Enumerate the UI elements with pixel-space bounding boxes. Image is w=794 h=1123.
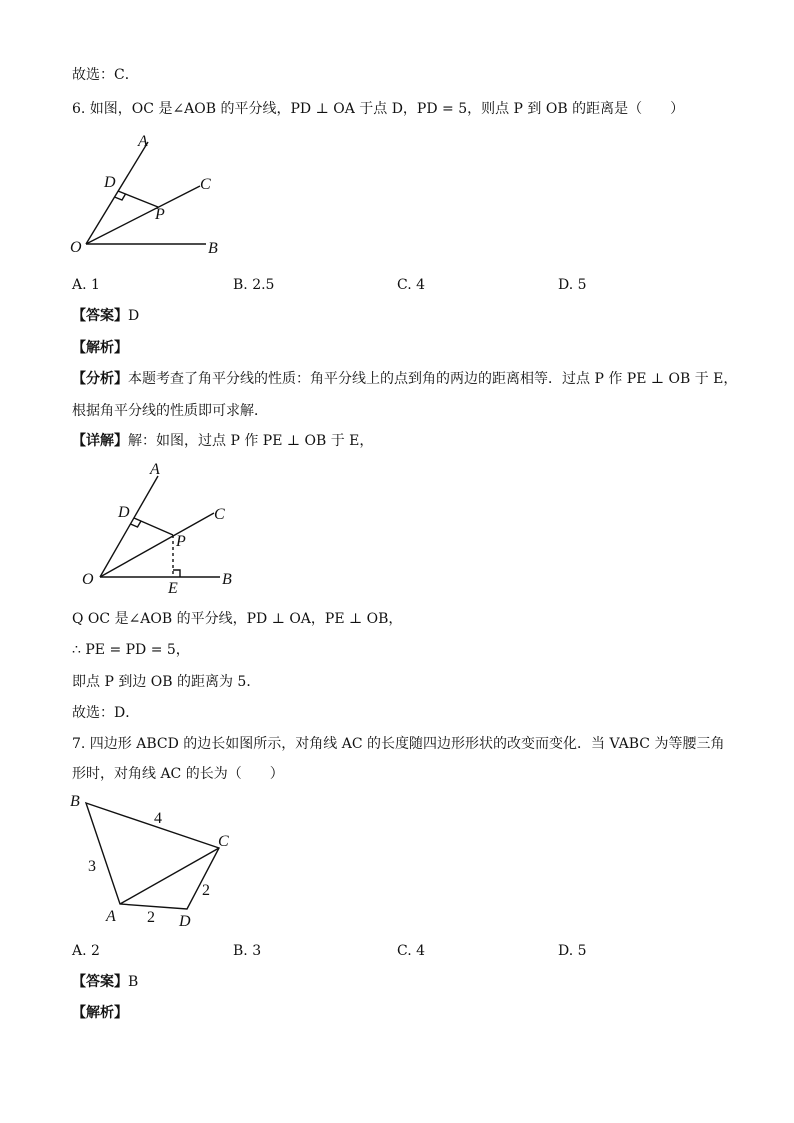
- question-7-stem-2: 形时，对角线 AC 的长为（ ）: [72, 766, 284, 782]
- label-B: B: [222, 571, 232, 588]
- label-B: B: [208, 240, 218, 257]
- solution-step-4: 故选：D．: [72, 705, 140, 721]
- answer-value: D: [128, 308, 140, 324]
- fenxi-line-1: [72, 370, 737, 388]
- label-B: B: [70, 793, 80, 810]
- previous-answer-choice: 故选：C．: [72, 67, 139, 83]
- q7-option-b: B. 3: [233, 943, 262, 959]
- right-angle-mark-E: [173, 570, 180, 577]
- segment-PD: [118, 191, 158, 207]
- option-c: C. 4: [397, 277, 426, 293]
- fenxi-line-2: 根据角平分线的性质即可求解．: [72, 403, 268, 419]
- ray-OA: [100, 476, 158, 577]
- fenxi-text-1: 本题考查了角平分线的性质：角平分线上的点到角的两边的距离相等．过点 P 作 PE ⊥ OB 于 E，: [128, 371, 738, 387]
- label-side-AB: 3: [88, 858, 96, 875]
- label-P: P: [155, 206, 165, 223]
- q7-answer-value: B: [128, 974, 139, 990]
- q7-analysis-heading: 【解析】: [72, 1005, 128, 1021]
- analysis-heading: 【解析】: [72, 340, 128, 356]
- q7-figure: [66, 790, 246, 932]
- label-O: O: [70, 239, 82, 256]
- q7-answer-line: [72, 973, 138, 991]
- solution-step-2: ∴ PE = PD = 5，: [72, 642, 190, 658]
- detail-text-1: 解：如图，过点 P 作 PE ⊥ OB 于 E，: [128, 433, 374, 449]
- answer-line: [72, 307, 139, 325]
- question-7-stem-1: 7. 四边形 ABCD 的边长如图所示，对角线 AC 的长度随四边形形状的改变而变化．当 VABC 为等腰三角: [72, 736, 725, 752]
- q7-option-a: A. 2: [72, 943, 100, 959]
- label-C: C: [218, 833, 229, 850]
- detail-tag: 【详解】: [72, 433, 128, 449]
- label-side-AD: 2: [147, 909, 155, 926]
- segment-PD: [134, 518, 173, 535]
- detail-line-1: [72, 432, 373, 450]
- label-A: A: [150, 461, 160, 478]
- q6-solution-figure: [80, 458, 250, 597]
- label-E: E: [168, 580, 178, 597]
- label-C: C: [214, 506, 225, 523]
- label-O: O: [82, 571, 94, 588]
- q7-answer-tag: 【答案】: [72, 974, 128, 990]
- label-C: C: [200, 176, 211, 193]
- label-side-CD: 2: [202, 882, 210, 899]
- option-b: B. 2.5: [233, 277, 275, 293]
- quadrilateral-ABCD: [86, 803, 219, 909]
- question-6-stem: 6. 如图，OC 是∠AOB 的平分线，PD ⊥ OA 于点 D，PD = 5，则点 P 到 OB 的距离是（ ）: [72, 101, 685, 117]
- q7-option-d: D. 5: [558, 943, 587, 959]
- solution-step-3: 即点 P 到边 OB 的距离为 5．: [72, 674, 261, 690]
- label-D: D: [104, 174, 116, 191]
- label-D: D: [179, 913, 191, 930]
- solution-step-1: Q OC 是∠AOB 的平分线，PD ⊥ OA，PE ⊥ OB，: [72, 611, 403, 627]
- option-a: A. 1: [72, 277, 100, 293]
- label-D: D: [118, 504, 130, 521]
- label-P: P: [176, 533, 186, 550]
- q7-option-c: C. 4: [397, 943, 426, 959]
- option-d: D. 5: [558, 277, 587, 293]
- q6-figure: [66, 128, 236, 263]
- label-A: A: [106, 908, 116, 925]
- label-side-BC: 4: [154, 810, 162, 827]
- answer-tag: 【答案】: [72, 308, 128, 324]
- ray-OC: [100, 513, 214, 577]
- label-A: A: [138, 133, 148, 150]
- fenxi-tag: 【分析】: [72, 371, 128, 387]
